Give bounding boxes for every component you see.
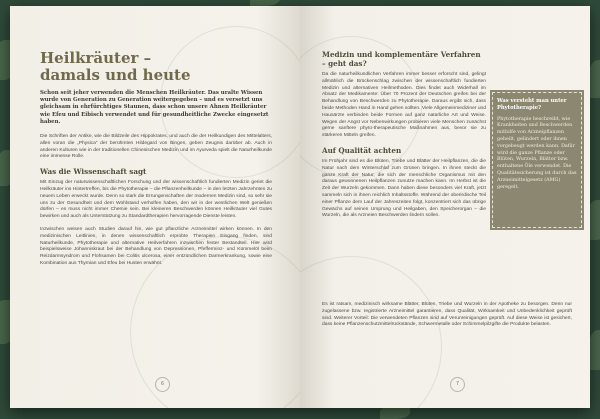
- section-heading-science: Was die Wissenschaft sagt: [40, 167, 147, 177]
- page-title-line1: Heilkräuter –: [40, 49, 152, 67]
- science-paragraph-1: Mit Einzug der naturwissenschaftlichen Forschung und der wissenschaftlich fundierten Medizin geriet die Heilkräuter ins Hintertreffen, bis die Phytotherapie – die Pflanzenheilkunde – in den letzten Jahrzehnten zu neuem Leben erweckt wurde. Denn so stark die Errungenschaften der modernen Medizin sind, so sehr sie uns zu der Gesundheit und dem Wohlstand verholfen haben, den wir in der westlichen Welt genießen dürfen – es muss nicht immer Chemie sein. Bei kleineren Beschwerden können Heilkräuter viel Gutes bewirken und auch als Unterstützung zu Standardtherapien hervorragende Dienste leisten.: [40, 180, 272, 220]
- quality-paragraph-1: Im Frühjahr sind es die Blüten, Triebe und Blätter der Heilpflanzen, die die Natur nach dem Winterschlaf zum Grünen bringen. In ihnen steckt die ganze Kraft der Natur, die sich der menschliche Organismus mit den daraus gewonnenen Heilpflanzen zunutze machen kann. Im Herbst ist die Zeit der Wurzeln gekommen. Dann haben diese besonders viel Kraft, jetzt sammeln sich in ihnen reichlich Inhaltsstoffe. Während der oberirdische Teil einer Pflanze dem Lauf der Jahreszeiten folgt, konzentriert sich das übrige Gewächs auf seinen Ursprung und Heilgaben, den Speicherorgan – die Wurzeln, die als Arzneien Beschwerden lindern sollen.: [322, 158, 486, 219]
- info-box-title: Was versteht man unter Phytotherapie?: [497, 98, 567, 111]
- medicine-paragraph: Da die naturheilkundlichen Verfahren immer besser erforscht sind, gelingt allmählich die Brückenschlag zwischen der wissenschaftlich fundierten Medizin und alternativen Heilmethoden. Dies findet auch Widerhall im Absatz der Medikamente: Über 70 Prozent der Deutschen greifen bei der Behandlung von Beschwerden zu Phytotherapie. Daraus ergibt sich, dass beide Methoden Hand in Hand gehen sollten. Viele Allgemeinmediziner und Hausärzte verbinden beide Formen auf ganz natürliche Art und Weise. Wegen der Angst vor Nebenwirkungen probieren viele Menschen zunächst gerne sanftere phyto-therapeutische Maßnahmen aus, bevor sie zu stärkeren Mitteln greifen.: [322, 72, 486, 139]
- section-heading-medicine: Medizin und komplementäre Verfahren – geht das?: [322, 50, 481, 68]
- page-number-right: 7: [450, 377, 465, 392]
- right-page-content-top: [322, 50, 486, 226]
- lead-paragraph: Schon seit jeher verwenden die Menschen Heilkräuter. Das uralte Wissen wurde von Generation zu Generation weitergegeben – und es versetzt uns gleichsam in ehrfürchtiges Staunen, dass schon unsere Ahnen Heilkräuter wie Efeu und Eibisch verwendet und für gesundheitliche Zwecke eingesetzt haben.: [40, 90, 269, 125]
- info-box-text: Phytotherapie beschreibt, wie Krankheiten und Beschwerden mithilfe von Arzneipflanzen geheilt, gelindert oder ihnen vorgebeugt werden kann. Dafür wird die ganze Pflanze oder Blüten, Wurzeln, Blätter bzw. enthaltene Öle verwendet. Die Qualitätssicherung ist durch das Arzneimittelgesetz (AMG) geregelt.: [497, 116, 577, 190]
- page-number-left: 6: [155, 377, 170, 392]
- intro-paragraph: Die Schriften der Antike, wie die Bildzeile des Hippokrates, und auch die der Heilkundigen des Mittelalters, allen voran die „Physica“ der berühmten Hildegard von Bingen, geben Zeugnis darüber ab. Auch in anderen Kulturen wie in der traditionellen Chinesischen Medizin und im Ayurveda spielt die Naturheilkunde eine immense Rolle.: [40, 134, 272, 160]
- open-book: [10, 6, 590, 408]
- quality-paragraph-2: Es ist ratsam, medizinisch wirksame Blätter, Blüten, Triebe und Wurzeln in der Apotheke zu besorgen. Denn nur zugelassene bzw. registrierte Arzneimittel garantieren, dass Qualität, Wirksamkeit und Unbedenklichkeit geprüft sind. Weiterer Vorteil: Die verwendeten Pflanzen sind auf Verunreinigungen geprüft. Auf diese Weise ist gesichert, dass keine Pflanzenschutzmittelrückstände, Schwermetalle oder Schimmelpilzgifte die Produkte belasten.: [322, 302, 572, 328]
- science-paragraph-2: Inzwischen weisen auch Studien darauf hin, wie gut pflanzliche Arzneimittel wirken können. In den medizinischen Leitlinien, in denen wissenschaftlich erprobte Therapien Eingang finden, sind Naturheilkunde, Phytotherapie und alternative Heilverfahren inzwischen fester Bestandteil. Hier wird beispielsweise Johanniskraut bei der Behandlung von Depressionen, Pfefferminz- und Kümmelöl beim Reizdarmsyndrom und Flohsamen bei Colitis ulcerosa, einer entzündlichen Darmerkrankung, sowie eine Kombination aus Thymian und Efeu bei Husten erwähnt.: [40, 226, 272, 266]
- right-page-content-bottom: [322, 302, 572, 335]
- section-heading-quality: Auf Qualität achten: [322, 145, 402, 155]
- info-box-phytotherapy: [490, 90, 584, 230]
- left-page-content: [40, 50, 272, 274]
- right-page: [300, 6, 590, 408]
- page-title: [40, 50, 272, 84]
- left-page: [10, 6, 300, 408]
- page-title-line2: damals und heute: [40, 66, 191, 84]
